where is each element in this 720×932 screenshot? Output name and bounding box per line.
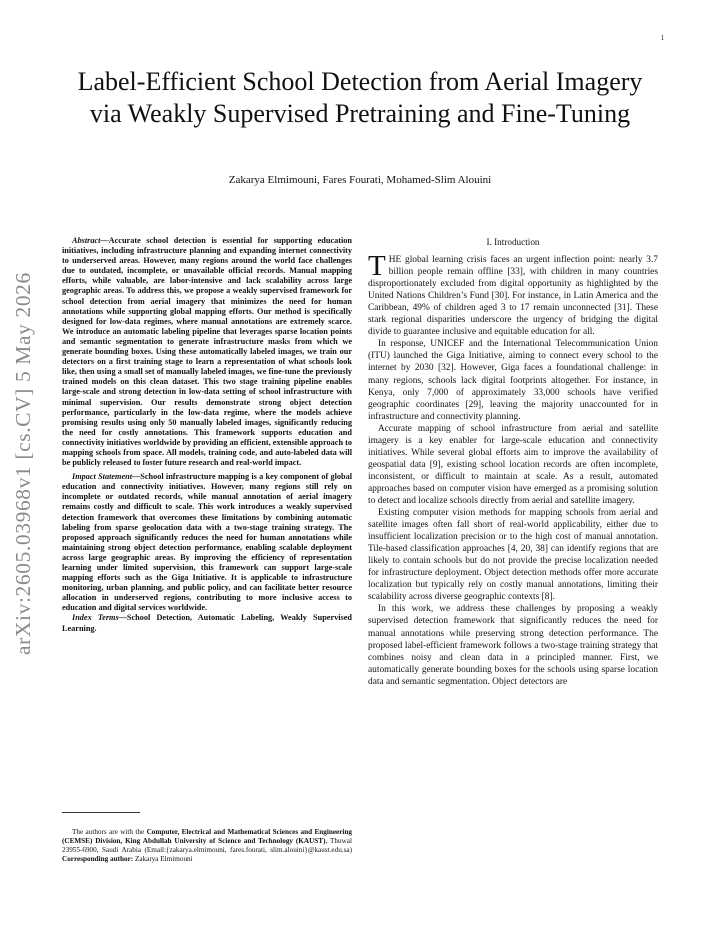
- author-list: Zakarya Elmimouni, Fares Fourati, Mohamed-Slim Alouini: [228, 174, 492, 186]
- index-terms: [62, 613, 352, 633]
- paper-title: Label-Efficient School Detection from Aerial Imagery via Weakly Supervised Pretraining and Fine-Tuning: [77, 67, 643, 128]
- intro-paragraph: In response, UNICEF and the International Telecommunication Union (ITU) launched the Giga Initiative, aiming to connect every school to the internet by 2030 [32]. However, Giga faces a foundational challenge: in many regions, schools lack digital footprints altogether. For instance, in Kenya, only 7,000 of approximately 33,000 schools have verified geographic coordinates [29], leaving the majority unaccounted for in infrastructure and connectivity planning.: [368, 339, 658, 422]
- author-affiliation-footnote: [62, 828, 352, 864]
- intro-paragraph: Existing computer vision methods for mapping schools from aerial and satellite images often fall short of real-world applicability, either due to insufficient localization precision or to the high cost of manual annotation. Tile-based classification approaches [4, 20, 38] can identify regions that are likely to contain schools but do not provide the precise localization needed for infrastructure deployment. Object detection methods offer more accurate localization but typically rely on costly manual annotations, limiting their scalability across diverse geographic contexts [8].: [368, 508, 658, 603]
- impact-statement-body: —School infrastructure mapping is a key component of global education and connectivity initiatives. However, many regions still rely on incomplete or outdated records, while manual annotation of aerial imagery remains costly and difficult to scale. This work introduces a weakly supervised detection framework that overcomes these limitations by combining automatic labeling from sparse geolocation data with a two-stage training strategy. The proposed approach significantly reduces the need for human annotations while maintaining strong object detection performance, enabling scalable deployment across large geographic areas. By improving the efficiency of representation learning under limited supervision, this framework can support large-scale mapping efforts such as the Giga Initiative. It is applicable to infrastructure monitoring, urban planning, and public policy, and can facilitate better resource allocation in underserved regions, contributing to more inclusive access to education and digital services worldwide.: [62, 472, 353, 613]
- intro-paragraph: In this work, we address these challenges by proposing a weakly supervised detection framework that significantly reduces the need for manual annotations while preserving strong detection performance. The proposed label-efficient framework follows a two-stage training strategy that combines noisy and clean data in a principled manner. First, we automatically generate bounding boxes for the schools using sparse location data and semantic segmentation. Object detectors are: [368, 604, 658, 687]
- footnote-affiliation: Computer, Electrical and Mathematical Sciences and Engineering (CEMSE) Division, King Abdullah University of Science and Technology (KAUST): [62, 828, 353, 845]
- abstract: [62, 236, 352, 468]
- footnote-address: , Thuwal 23955-6900, Saudi Arabia (Email:{zakarya.elmimouni, fares.fourati, slim.alouini}@kaust.edu.sa): [62, 836, 352, 854]
- index-terms-lead: Index Terms: [72, 613, 119, 623]
- footnote-text: The authors are with the: [72, 828, 147, 836]
- abstract-body: —Accurate school detection is essential for supporting education initiatives, including infrastructure planning and expanding internet connectivity to underserved areas. However, many regions around the world face challenges due to outdated, incomplete, or unavailable official records. Manual mapping efforts, while valuable, are labor-intensive and lack scalability across large geographic areas. To address this, we propose a weakly supervised framework for school detection from aerial imagery that minimizes the need for human annotations while supporting global mapping efforts. Our method is specifically designed for low-data regimes, where manual annotations are extremely scarce. We introduce an automatic labeling pipeline that leverages sparse location points and semantic segmentation to generate infrastructure masks from which we generate bounding boxes. Using these automatically labeled images, we train our detectors on a first training stage to learn a representation of what schools look like, then using a small set of manually labeled images, we fine-tune the previously trained models on this clean dataset. This two stage training pipeline enables large-scale and strong detection in low-data setting of school infrastructure with minimal supervision. Our results demonstrate strong object detection performance, particularly in the low-data regime, where the models achieve promising results using only 50 manually labeled images, significantly reducing the need for costly annotations. This framework supports education and connectivity initiatives worldwide by providing an efficient, extensible approach to mapping schools from space. All models, training code, and auto-labeled data will be publicly released to foster future research and real-world impact.: [62, 236, 352, 468]
- index-terms-body: —School Detection, Automatic Labeling, Weakly Supervised Learning.: [62, 613, 352, 633]
- arxiv-identifier[interactable]: arXiv:2605.03968v1 [cs.CV] 5 May 2026: [11, 272, 35, 655]
- corresponding-author-name: Zakarya Elmimouni: [133, 854, 193, 863]
- impact-statement-lead: Impact Statement: [72, 472, 133, 482]
- footnote-divider: [62, 812, 140, 813]
- page-number: 1: [660, 34, 664, 42]
- intro-paragraph: Accurate mapping of school infrastructure from aerial and satellite imagery is a key enabler for large-scale education and connectivity initiatives. While several global efforts aim to improve the availability of geospatial data [9], existing school location records are often incomplete, inconsistent, or difficult to maintain at scale. As a result, automated approaches based on computer vision have emerged as a promising solution to detect and localize schools directly from aerial and satellite imagery.: [368, 423, 658, 506]
- abstract-lead: Abstract: [72, 236, 101, 245]
- left-column: [62, 236, 352, 634]
- intro-paragraph: THE global learning crisis faces an urgent inflection point: nearly 3.7 billion people remain offline [33], with children in many countries disproportionately excluded from digital opportunity as highlighted by the United Nations Children’s Fund [30]. For instance, in Latin America and the Caribbean, 49% of children aged 3 to 17 remain unconnected [31]. These stark regional disparities underscore the urgency of bridging the digital divide to guarantee inclusive and equitable education for all.: [368, 250, 658, 338]
- right-column: [368, 236, 658, 688]
- corresponding-author-label: Corresponding author:: [62, 854, 134, 863]
- impact-statement: [62, 472, 352, 613]
- section-heading: I. Introduction: [486, 237, 540, 247]
